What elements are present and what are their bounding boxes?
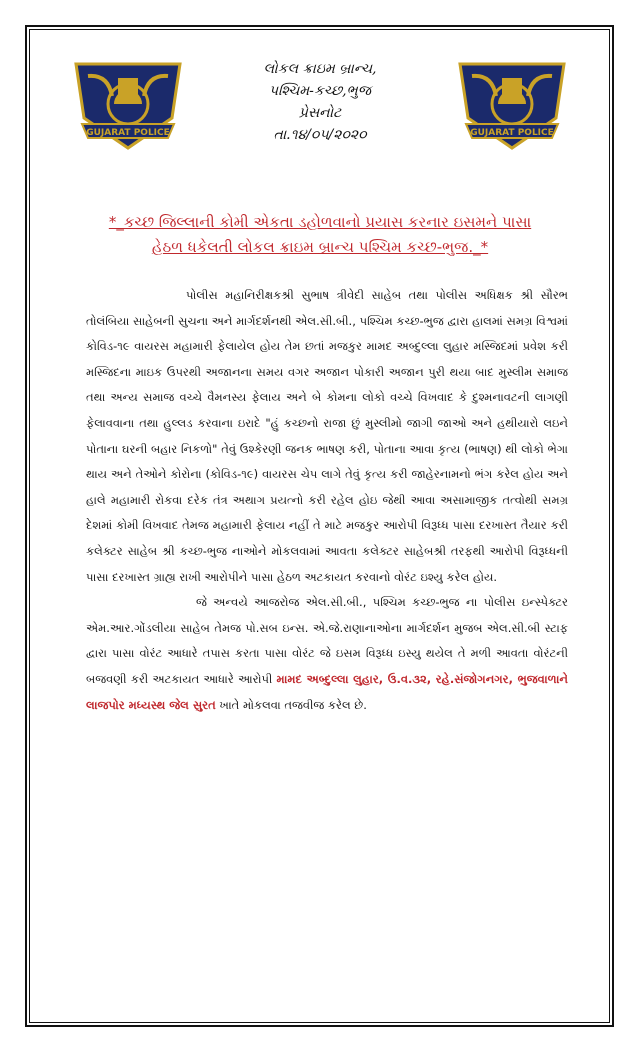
press-note-title <box>60 210 580 260</box>
header-location: પશ્ચિમ-કચ્છ,ભુજ <box>269 83 371 99</box>
paragraph-2-end: ખાતે મોકલવા તજવીજ કરેલ છે. <box>215 697 367 712</box>
paragraph-2-text: જે અન્વયે આજરોજ એલ.સી.બી., પશ્ચિમ કચ્છ-ભુજ ના પોલીસ ઇન્સ્પેક્ટર એમ.આર.ગોંડલીયા સાહેબ તેમજ પો.સબ ઇન્સ. એ.જે.રાણાનાઓના માર્ગદર્શન મુજબ એલ.સી.બી સ્ટાફ દ્વારા પાસા વોરંટ આધારે તપાસ કરતા પાસા વોરંટ જે ઇસમ વિરૂધ્ધ ઇસ્યુ થયેલ તે મળી આવતા વોરંટની બજવણી કરી અટકાયત આધારે આરોપી <box>86 595 568 686</box>
accused-details: મામદ અબ્દુલ્લા લુહાર, ઉ.વ.૩૨, રહે.સંજોગનગર, ભુજવાળાને લાજપોર મધ્યસ્થ જેલ સુરત <box>86 671 568 712</box>
header-press-note: પ્રેસનોટ <box>298 105 342 121</box>
paragraph-1: પોલીસ મહાનિરીક્ષકશ્રી સુભાષ ત્રીવેદી સાહેબ તથા પોલીસ અધિક્ષક શ્રી સૌરભ તોલંબિયા સાહેબની સુચના અને માર્ગદર્શનથી એલ.સી.બી., પશ્ચિમ કચ્છ-ભુજ દ્વારા હાલમાં સમગ્ર વિશ્વમાં કોવિડ-૧૯ વાયરસ મહામારી ફેલાયેલ હોય તેમ છતાં મજકુર મામદ અબ્દુલ્લા લુહાર મસ્જિદમાં પ્રવેશ કરી મસ્જિદના માઇક ઉપરથી અજાનના સમય વગર અજાન પોકારી અજાન પુરી થયા બાદ મુસ્લીમ સમાજ તથા અન્ય સમાજ વચ્ચે વૈમનસ્ય ફેલાય અને બે કોમના લોકો વચ્ચે વિખવાદ કે દુશ્મનાવટની લાગણી ફેલાવવાના તથા હુલ્લડ કરવાના ઇરાદે "હું કચ્છનો રાજા છું મુસ્લીમો જાગી જાઓ અને હથીયારો લઇને પોતાના ઘરની બહાર નિકળો" તેવું ઉશ્કેરણી જનક ભાષણ કરી, પોતાના આવા કૃત્ય (ભાષણ) થી લોકો ભેગા થાય અને તેઓને કોરોના (કોવિડ-૧૯) વાયરસ ચેપ લાગે તેવું કૃત્ય કરી જાહેરનામનો ભંગ કરેલ હોય અને હાલે મહામારી રોકવા દરેક તંત્ર અથાગ પ્રયત્નો કરી રહેલ હોઇ જેથી આવા અસામાજીક તત્વોથી સમગ્ર દેશમાં કોમી વિખવાદ તેમજ મહામારી ફેલાય નહીં તે માટે મજકુર આરોપી વિરૂધ્ધ પાસા દરખાસ્ત તૈયાર કરી કલેક્ટર સાહેબ શ્રી કચ્છ-ભુજ નાઓને મોકલવામાં આવતા કલેક્ટર સાહેબશ્રી તરફથી આરોપી વિરૂધ્ધની પાસા દરખાસ્ત ગ્રાહ્ય રાખી આરોપીને પાસા હેઠળ અટકાયત કરવાનો વોરંટ ઇશ્યુ કરેલ હોય. <box>86 288 568 584</box>
title-line-1: *_કચ્છ જિલ્લાની કોમી એકતા ડહોળવાનો પ્રયાસ કરનાર ઇસમને પાસા <box>108 213 532 231</box>
header-date: તા.૧૪/૦૫/૨૦૨૦ <box>273 127 367 143</box>
gujarat-police-logo-right <box>452 56 572 156</box>
logo-text: GUJARAT POLICE <box>470 128 554 138</box>
press-note-header <box>200 58 440 146</box>
title-line-2: હેઠળ ધકેલતી લોકલ ક્રાઇમ બ્રાન્ચ પશ્ચિમ કચ્છ-ભુજ._* <box>151 238 489 256</box>
gujarat-police-logo-left <box>68 56 188 156</box>
paragraph-2 <box>86 590 568 718</box>
header-branch: લોકલ ક્રાઇમ બ્રાન્ચ, <box>263 61 377 77</box>
logo-text: GUJARAT POLICE <box>86 128 170 138</box>
press-note-body <box>86 283 568 718</box>
